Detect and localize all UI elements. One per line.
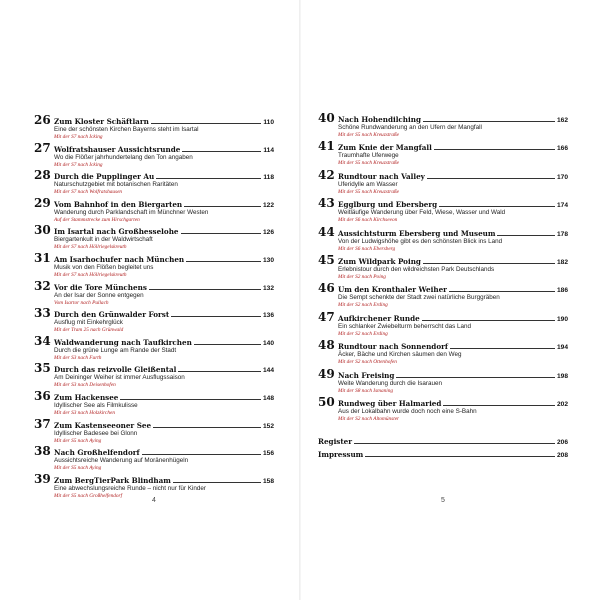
entry-page: 136 [262,312,274,320]
toc-entry-row [318,396,568,408]
book-gutter [299,0,301,600]
entry-transit: Mit der S7 nach Wolfratshausen [54,189,123,196]
entry-title: Zum Hackensee [54,392,119,402]
toc-entry-row [318,112,568,124]
toc-entry-row [34,280,274,292]
entry-description: Biergartenkult in der Waldwirtschaft [54,236,153,244]
entry-page: 110 [263,119,274,126]
entry-page: 174 [556,202,568,210]
toc-entry-row [318,282,568,294]
entry-title: Durch die Pupplinger Au [54,172,155,182]
entry-transit: Mit der S5 nach Aying [54,465,102,472]
entry-description: Aus der Lokalbahn wurde doch noch eine S-Bahn [338,407,477,415]
toc-entry-28[interactable] [34,169,274,196]
entry-description: An der Isar der Sonne entgegen [54,291,144,299]
entry-description: Ein schlanker Zwiebelturm beherrscht das Land [338,322,472,330]
entry-description: Idyllischer Badesee bei Glonn [54,429,138,437]
entry-page: 162 [556,117,568,124]
left-page-number: 4 [152,497,156,504]
impressum-page: 208 [556,451,568,459]
leader-line [186,261,261,262]
entry-description: Ausflug mit Einkehrglück [54,319,123,327]
entry-page: 158 [262,477,274,485]
leader-line [120,399,261,400]
entry-description: Eine abwechslungsreiche Runde – nicht nur für Kinder [54,484,206,492]
entry-transit: Mit der S2 nach Poing [338,273,386,280]
entry-transit: Mit der S2 nach Ottenhofen [338,359,397,366]
leader-line [142,454,261,455]
entry-transit: Auf der Stammstrecke zum Hirschgarten [54,216,140,223]
entry-number: 33 [34,306,51,321]
toc-entry-45[interactable] [318,254,568,281]
entry-page: 118 [263,174,274,182]
toc-entry-row [34,362,274,374]
leader-line [423,121,555,122]
toc-entry-row [34,252,274,264]
entry-title: Aussichtsturm Ebersberg und Museum [338,228,496,238]
entry-description: Wo die Flößer jahrhundertelang den Ton angaben [54,153,193,161]
leader-line [423,263,555,264]
entry-page: 190 [556,315,568,323]
toc-entry-row [318,339,568,351]
entry-title: Aufkirchener Runde [338,313,420,323]
toc-entry-31[interactable] [34,252,274,279]
entry-number: 27 [34,140,51,155]
entry-number: 41 [318,139,335,154]
toc-entry-38[interactable] [34,445,274,472]
entry-number: 44 [318,224,335,239]
entry-number: 35 [34,361,51,376]
entry-page: 122 [262,201,274,209]
entry-description: Idyllischer See als Filmkulisse [54,401,138,409]
entry-page: 186 [556,287,568,295]
entry-transit: Mit der S8 nach Ismaning [338,387,394,394]
entry-transit: Mit der S6 nach Kirchseeon [338,217,398,224]
entry-title: Im Isartal nach Großhesselohe [54,227,179,237]
entry-number: 28 [34,168,51,183]
register-page: 206 [556,438,568,446]
leader-line [439,206,555,207]
toc-entry-29[interactable] [34,197,274,224]
toc-entry-row [318,226,568,238]
leader-line [151,123,262,124]
entry-description: Die Sempt schenkte der Stadt zwei natürliche Burggräben [338,294,500,302]
entry-title: Zum Knie der Mangfall [338,143,432,153]
leader-line [354,443,555,444]
toc-entry-48[interactable] [318,339,568,366]
toc-entry-42[interactable] [318,169,568,196]
entry-title: Durch das reizvolle Gleißental [54,365,177,375]
leader-line [449,291,555,292]
leader-line [427,178,555,179]
entry-page: 194 [556,344,568,352]
toc-entry-35[interactable] [34,362,274,389]
leader-line [178,371,261,372]
entry-transit: Mit der S2 nach Altomünster [338,415,400,422]
entry-title: Nach Freising [338,370,395,380]
toc-entry-impressum[interactable] [318,450,568,459]
entry-description: Naturschutzgebiet mit botanischen Raritäten [54,181,178,189]
entry-number: 47 [318,309,335,324]
entry-transit: Mit der S5 nach Kreuzstraße [338,188,400,195]
leader-line [497,235,555,236]
toc-entry-47[interactable] [318,311,568,338]
leader-line [181,233,261,234]
toc-entry-26[interactable] [34,114,274,141]
entry-transit: Mit der S5 nach Aying [54,437,102,444]
entry-page: 144 [262,367,274,375]
entry-page: 202 [556,400,568,408]
toc-entry-30[interactable] [34,224,274,251]
entry-number: 40 [318,111,335,125]
entry-page: 156 [262,450,274,458]
toc-entry-43[interactable] [318,197,568,224]
entry-description: Von der Ludwigshöhe gibt es den schönsten Blick ins Land [338,237,503,245]
entry-page: 170 [556,173,568,181]
entry-description: Uferidylle am Wasser [338,180,398,188]
toc-entry-row [318,254,568,266]
toc-entry-46[interactable] [318,282,568,309]
toc-entry-row [34,114,274,126]
entry-transit: Mit der S7 nach Höllriegelskreuth [54,271,127,278]
entry-number: 30 [34,223,51,238]
entry-description: Musik von den Flößen begleitet uns [54,263,154,271]
toc-entry-row [34,142,274,154]
leader-line [396,377,555,378]
entry-title: Vor die Tore Münchens [54,282,147,292]
entry-transit: Mit der S2 nach Erding [338,330,388,337]
toc-entry-row [34,169,274,181]
leader-line [184,206,261,207]
leader-line [194,344,261,345]
toc-entry-37[interactable] [34,418,274,445]
toc-entry-row [34,418,274,430]
entry-page: 152 [262,422,274,430]
entry-title: Zum Wildpark Poing [338,256,421,266]
entry-number: 45 [318,252,335,267]
entry-page: 132 [262,284,274,292]
entry-number: 34 [34,333,51,348]
entry-title: Rundweg über Halmaried [338,398,442,408]
leader-line [156,178,261,179]
toc-entry-row [34,197,274,209]
toc-entry-32[interactable] [34,280,274,307]
entry-description: Durch die grüne Lunge am Rande der Stadt [54,346,177,354]
impressum-title: Impressum [318,449,364,459]
entry-title: Zum BergTierPark Blindham [54,475,171,485]
entry-page: 182 [556,258,568,266]
entry-page: 166 [556,145,568,153]
toc-entry-39[interactable] [34,473,274,500]
leader-line [182,151,261,152]
toc-right-column [318,112,568,459]
toc-entry-41[interactable] [318,140,568,167]
leader-line [443,405,555,406]
entry-transit: Mit der S5 nach Kreuzstraße [338,132,400,138]
toc-entry-27[interactable] [34,142,274,169]
entry-transit: Mit der S7 nach Icking [54,134,103,140]
toc-entry-33[interactable] [34,307,274,334]
entry-number: 50 [318,394,335,409]
entry-description: Weite Wanderung durch die Isarauen [338,379,442,387]
toc-entry-34[interactable] [34,335,274,362]
entry-number: 36 [34,388,51,403]
entry-number: 31 [34,250,51,265]
entry-description: Äcker, Bäche und Kirchen säumen den Weg [338,351,462,359]
toc-entry-row [318,197,568,209]
entry-description: Traumhafte Uferwege [338,152,399,160]
entry-title: Zum Kloster Schäftlarn [54,117,149,126]
entry-number: 37 [34,416,51,431]
entry-transit: Mit der S7 nach Höllriegelskreuth [54,244,127,251]
toc-entry-row [34,224,274,236]
entry-title: Rundtour nach Valley [338,171,425,181]
entry-page: 130 [262,256,274,264]
entry-number: 39 [34,471,51,486]
entry-number: 26 [34,113,51,127]
entry-description: Eine der schönsten Kirchen Bayerns steht im Isartal [54,126,199,133]
entry-title: Am Isarhochufer nach München [54,254,185,264]
entry-page: 198 [556,372,568,380]
leader-line [434,149,555,150]
toc-entry-row [34,335,274,347]
entry-title: Wolfratshauser Aussichtsrunde [54,144,181,154]
entry-transit: Mit der S6 nach Ebersberg [338,245,396,252]
toc-right-entries [318,112,568,423]
entry-description: Weitläufige Wanderung über Feld, Wiese, Wasser und Wald [338,209,506,217]
entry-description: Aussichtsreiche Wanderung auf Moränenhügeln [54,457,189,465]
register-title: Register [318,436,353,446]
entry-number: 32 [34,278,51,293]
entry-transit: Mit der S5 nach Großhelfendorf [54,492,123,499]
toc-entry-36[interactable] [34,390,274,417]
leader-line [149,289,261,290]
leader-line [422,320,555,321]
leader-line [153,427,261,428]
toc-entry-row [34,445,274,457]
entry-number: 48 [318,338,335,353]
entry-transit: Mit der Tram 25 nach Grünwald [54,327,124,334]
entry-title: Egglburg und Ebersberg [338,200,438,210]
toc-left-column [34,114,274,500]
toc-entry-50[interactable] [318,396,568,423]
entry-transit: Mit der S5 nach Kreuzstraße [338,160,400,167]
entry-page: 114 [263,146,274,154]
entry-description: Schöne Rundwanderung an den Ufern der Mangfall [338,124,482,131]
toc-entry-49[interactable] [318,368,568,395]
leader-line [365,456,555,457]
toc-entry-row [34,473,274,485]
entry-transit: Mit der S7 nach Icking [54,161,103,168]
leader-line [450,348,555,349]
entry-title: Um den Kronthaler Weiher [338,285,447,295]
toc-entry-40[interactable] [318,112,568,139]
entry-description: Erlebnistour durch den wildreichsten Park Deutschlands [338,265,495,273]
leader-line [173,482,261,483]
entry-transit: Mit der S3 nach Deisenhofen [54,382,116,389]
toc-entry-row [318,311,568,323]
entry-title: Durch den Grünwalder Forst [54,310,170,320]
entry-title: Zum Kastenseeoner See [54,420,152,430]
entry-number: 38 [34,444,51,459]
entry-title: Rundtour nach Sonnendorf [338,342,448,352]
toc-entry-row [318,169,568,181]
entry-transit: Vom Isartor nach Pullach [54,299,109,306]
right-page-number: 5 [441,497,445,504]
entry-description: Wanderung durch Parklandschaft im Münchner Westen [54,208,209,216]
entry-title: Nach Hohendilching [338,115,422,124]
entry-number: 43 [318,196,335,211]
entry-transit: Mit der S3 nach Furth [54,354,102,361]
entry-title: Vom Bahnhof in den Biergarten [54,199,183,209]
entry-page: 140 [262,339,274,347]
entry-description: Am Deininger Weiher ist immer Ausflugssaison [54,374,185,382]
entry-title: Waldwanderung nach Taufkirchen [54,337,192,347]
entry-transit: Mit der S2 nach Erding [338,302,388,309]
entry-page: 148 [262,394,274,402]
entry-number: 49 [318,366,335,381]
toc-entry-row [318,140,568,152]
leader-line [171,316,261,317]
entry-page: 126 [262,229,274,237]
entry-number: 42 [318,167,335,182]
entry-page: 178 [556,230,568,238]
entry-title: Nach Großhelfendorf [54,448,140,458]
toc-entry-44[interactable] [318,226,568,253]
toc-entry-row [34,390,274,402]
toc-entry-register[interactable] [318,437,568,446]
entry-number: 46 [318,281,335,296]
entry-number: 29 [34,195,51,210]
toc-entry-row [318,368,568,380]
toc-entry-row [34,307,274,319]
entry-transit: Mit der S3 nach Holzkirchen [54,409,115,416]
